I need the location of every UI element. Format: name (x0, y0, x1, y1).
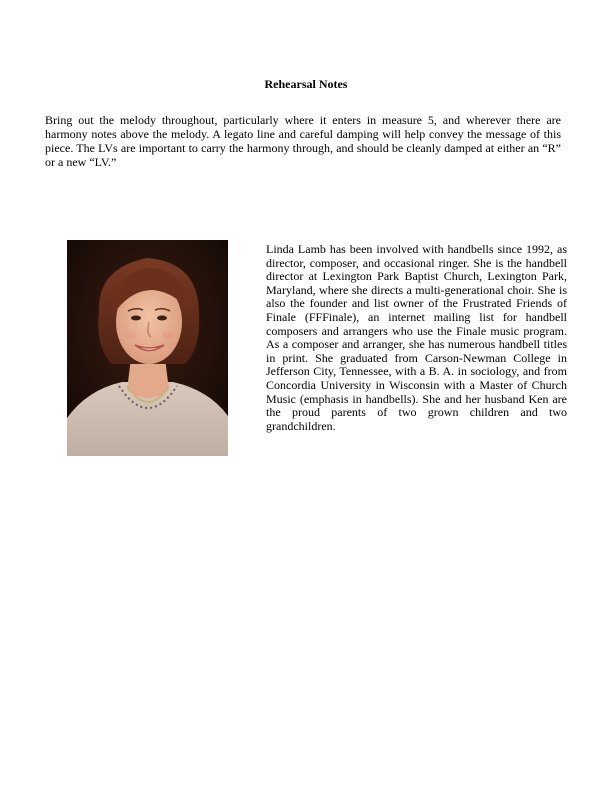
portrait-illustration (67, 240, 228, 456)
portrait-photo (67, 240, 228, 456)
page-heading: Rehearsal Notes (264, 77, 348, 91)
rehearsal-notes-paragraph: Bring out the melody throughout, particularly where it enters in measure 5, and wherever there are harmony notes above the melody. A legato line and careful damping will help convey the message of this piece. The LVs are important to carry the harmony through, and should be cleanly damped at either an “R” or a new “LV.” (45, 113, 561, 169)
biography-paragraph: Linda Lamb has been involved with handbells since 1992, as director, composer, and occasional ringer. She is the handbell director at Lexington Park Baptist Church, Lexington Park, Maryland, where she directs a multi-generational choir. She is also the founder and list owner of the Frustrated Friends of Finale (FFFinale), an internet mailing list for handbell composers and arrangers who use the Finale music program. As a composer and arranger, she has numerous handbell titles in print. She graduated from Carson-Newman College in Jefferson City, Tennessee, with a B. A. in sociology, and from Concordia University in Wisconsin with a Master of Church Music (emphasis in handbells). She and her husband Ken are the proud parents of two grown children and two grandchildren. (266, 242, 567, 433)
